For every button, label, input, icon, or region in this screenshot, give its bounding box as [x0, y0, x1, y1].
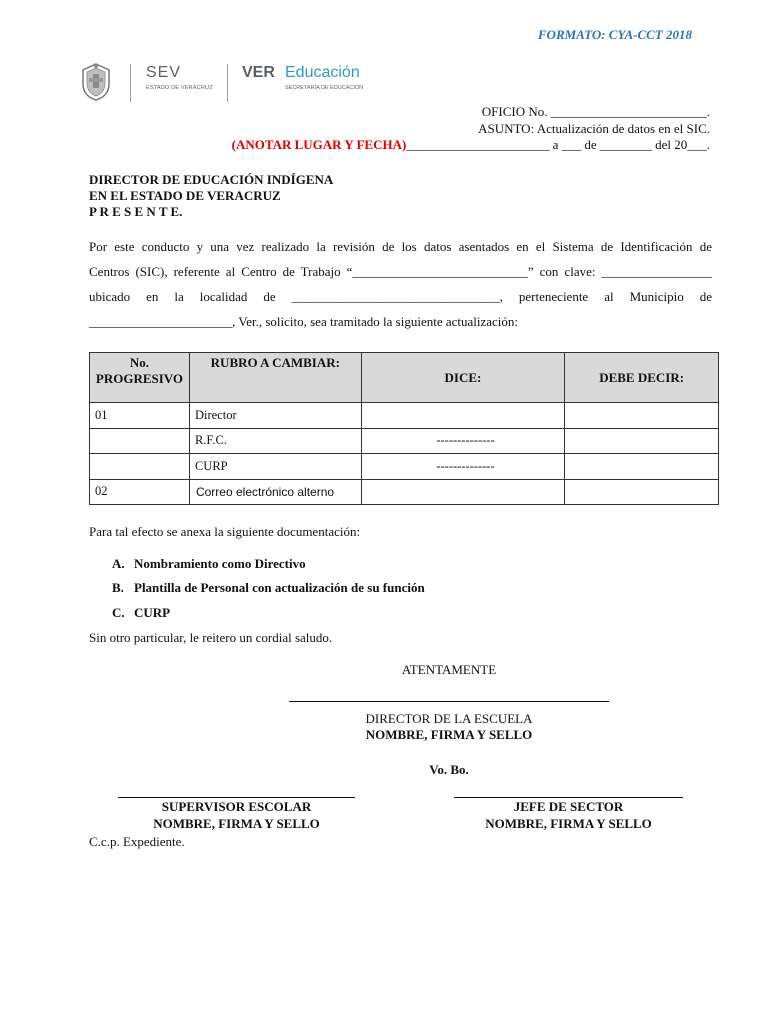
cell-rubro: R.F.C. — [189, 428, 361, 454]
update-table — [89, 352, 719, 505]
supervisor-title: SUPERVISOR ESCOLAR — [161, 799, 312, 814]
cell-dice — [361, 479, 565, 505]
header-rubro: RUBRO A CAMBIAR: — [189, 353, 361, 403]
sev-logo-text: SEV — [146, 64, 182, 81]
body-line: Por este conducto y una vez realizado la revisión de los datos asentados en el Sistema de Identificación de — [89, 239, 712, 254]
logo-divider — [227, 64, 228, 102]
ccp-text: C.c.p. Expediente. — [89, 834, 185, 849]
list-letter: B. — [112, 580, 124, 595]
cell-no: 01 — [90, 403, 190, 429]
header-no-progresivo: No. PROGRESIVO — [90, 353, 190, 403]
cell-dice: -------------- — [361, 428, 565, 454]
jefe-signature-line — [454, 797, 683, 798]
closing-text: Sin otro particular, le reitero un cordial saludo. — [89, 630, 333, 645]
list-item — [112, 556, 306, 572]
director-title: DIRECTOR DE LA ESCUELA — [365, 711, 533, 726]
jefe-title: JEFE DE SECTOR — [513, 799, 624, 814]
recipient-title: DIRECTOR DE EDUCACIÓN INDÍGENA — [89, 172, 334, 187]
anexo-intro: Para tal efecto se anexa la siguiente documentación: — [89, 524, 361, 539]
atentamente: ATENTAMENTE — [401, 662, 497, 677]
list-letter: C. — [112, 605, 125, 620]
body-line: ______________________, Ver., solicito, sea tramitado la siguiente actualización: — [89, 314, 519, 329]
list-text: Plantilla de Personal con actualización de su función — [134, 580, 425, 595]
list-item — [112, 605, 170, 621]
cell-debe-decir — [565, 454, 719, 480]
recipient-block — [89, 172, 333, 220]
oficio-number-line: OFICIO No. ________________________. — [481, 104, 710, 119]
body-line: Centros (SIC), referente al Centro de Trabajo “___________________________” con clave: _________________ — [89, 264, 712, 279]
cell-rubro: Director — [189, 403, 361, 429]
cell-debe-decir — [565, 403, 719, 429]
cell-no — [90, 428, 190, 454]
recipient-presente: P R E S E N T E. — [89, 204, 183, 219]
table-row — [90, 479, 719, 505]
lugar-fecha-line — [232, 137, 710, 153]
sev-logo-subtitle: ESTADO DE VERACRUZ — [146, 85, 213, 91]
supervisor-signature-line — [118, 797, 355, 798]
cell-debe-decir — [565, 428, 719, 454]
list-text: CURP — [134, 605, 171, 620]
lugar-fecha-label: (ANOTAR LUGAR Y FECHA) — [231, 137, 407, 152]
table-header-row — [90, 353, 719, 403]
table-row — [90, 428, 719, 454]
cell-rubro: CURP — [189, 454, 361, 480]
logo-divider — [130, 64, 131, 102]
list-text: Nombramiento como Directivo — [134, 556, 306, 571]
table-row — [90, 454, 719, 480]
recipient-state: EN EL ESTADO DE VERACRUZ — [89, 188, 281, 203]
veracruz-seal-icon — [78, 62, 114, 102]
supervisor-name-label: NOMBRE, FIRMA Y SELLO — [153, 816, 320, 831]
ver-logo-text: VER — [242, 64, 275, 81]
cell-dice: -------------- — [361, 454, 565, 480]
format-code: FORMATO: CYA-CCT 2018 — [537, 27, 692, 42]
list-letter: A. — [112, 556, 125, 571]
cell-dice — [361, 403, 565, 429]
jefe-name-label: NOMBRE, FIRMA Y SELLO — [485, 816, 652, 831]
body-line: ubicado en la localidad de ________________________________, perteneciente al Municipio de — [89, 289, 712, 304]
header-dice: DICE: — [361, 353, 565, 403]
body-paragraph — [89, 234, 712, 334]
header-debe-decir: DEBE DECIR: — [565, 353, 719, 403]
director-signature-line — [289, 701, 609, 702]
director-name-label: NOMBRE, FIRMA Y SELLO — [365, 727, 533, 742]
educacion-logo-subtitle: SECRETARÍA DE EDUCACIÓN — [285, 85, 364, 91]
vobo-label: Vo. Bo. — [429, 762, 469, 777]
cell-debe-decir — [565, 479, 719, 505]
educacion-logo-text: Educación — [285, 64, 360, 81]
asunto-line: ASUNTO: Actualización de datos en el SIC. — [478, 121, 710, 136]
table-row — [90, 403, 719, 429]
cell-rubro: Correo electrónico alterno — [189, 479, 361, 505]
cell-no — [90, 454, 190, 480]
fecha-blanks: ______________________ a ___ de ________ del 20___. — [406, 137, 710, 152]
cell-no: 02 — [90, 479, 190, 505]
list-item — [112, 580, 425, 596]
